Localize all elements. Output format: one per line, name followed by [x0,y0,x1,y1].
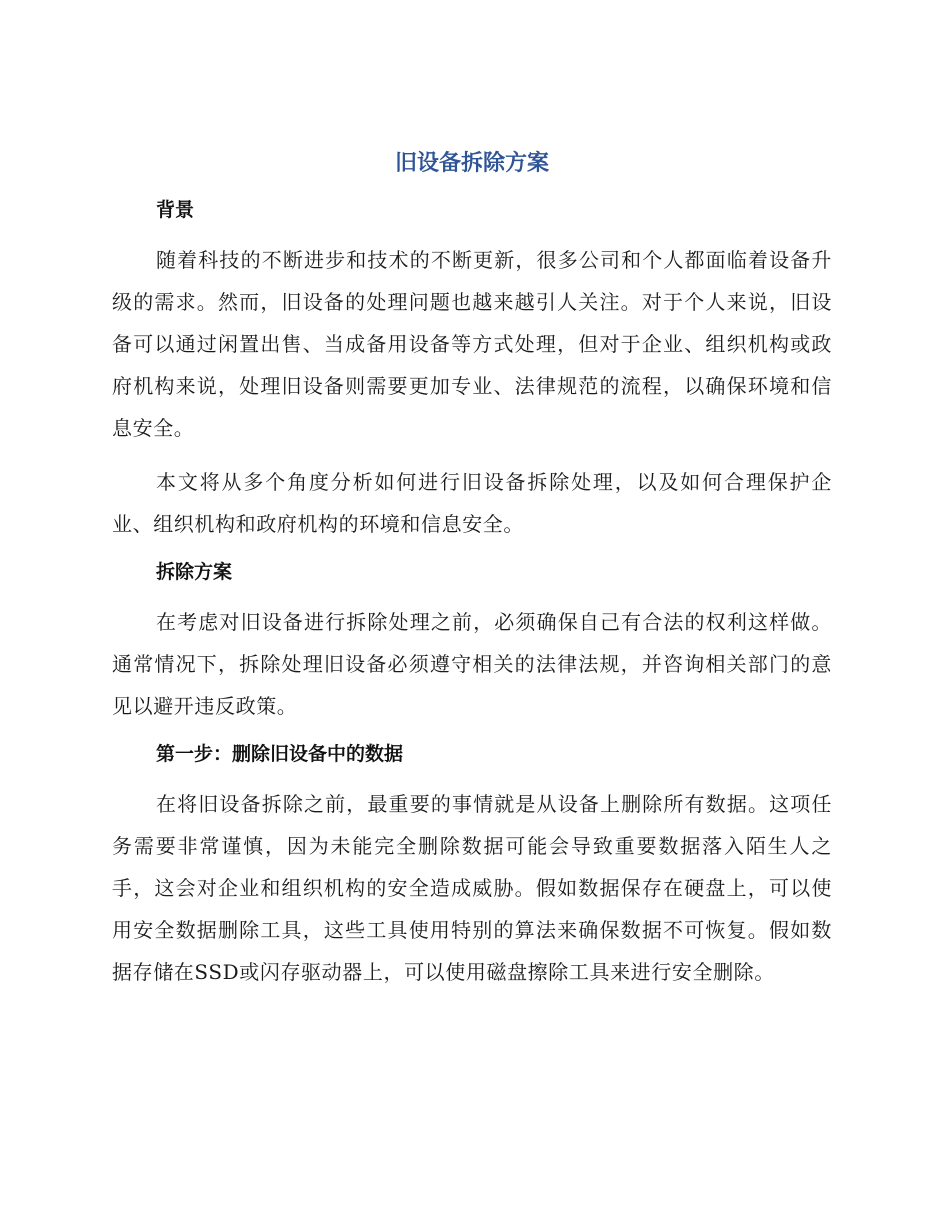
paragraph-step-one-1: 在将旧设备拆除之前，最重要的事情就是从设备上删除所有数据。这项任务需要非常谨慎，因为未能完全删除数据可能会导致重要数据落入陌生人之手，这会对企业和组织机构的安全造成威胁。假如数据保存在硬盘上，可以使用安全数据删除工具，这些工具使用特别的算法来确保数据不可恢复。假如数据存储在SSD或闪存驱动器上，可以使用磁盘擦除工具来进行安全删除。 [112,792,832,984]
document-title: 旧设备拆除方案 [394,151,549,176]
section-heading-step-one: 第一步：删除旧设备中的数据 [156,743,404,765]
section-heading-background: 背景 [156,199,195,221]
paragraph-removal-plan-1: 在考虑对旧设备进行拆除处理之前，必须确保自己有合法的权利这样做。通常情况下，拆除处理旧设备必须遵守相关的法律法规，并咨询相关部门的意见以避开违反政策。 [112,610,832,718]
paragraph-background-2: 本文将从多个角度分析如何进行旧设备拆除处理，以及如何合理保护企业、组织机构和政府机构的环境和信息安全。 [112,470,832,536]
paragraph-background-1: 随着科技的不断进步和技术的不断更新，很多公司和个人都面临着设备升级的需求。然而，旧设备的处理问题也越来越引人关注。对于个人来说，旧设备可以通过闲置出售、当成备用设备等方式处理，但对于企业、组织机构或政府机构来说，处理旧设备则需要更加专业、法律规范的流程，以确保环境和信息安全。 [112,248,832,440]
document-body [112,146,832,1005]
section-heading-removal-plan: 拆除方案 [156,561,233,583]
